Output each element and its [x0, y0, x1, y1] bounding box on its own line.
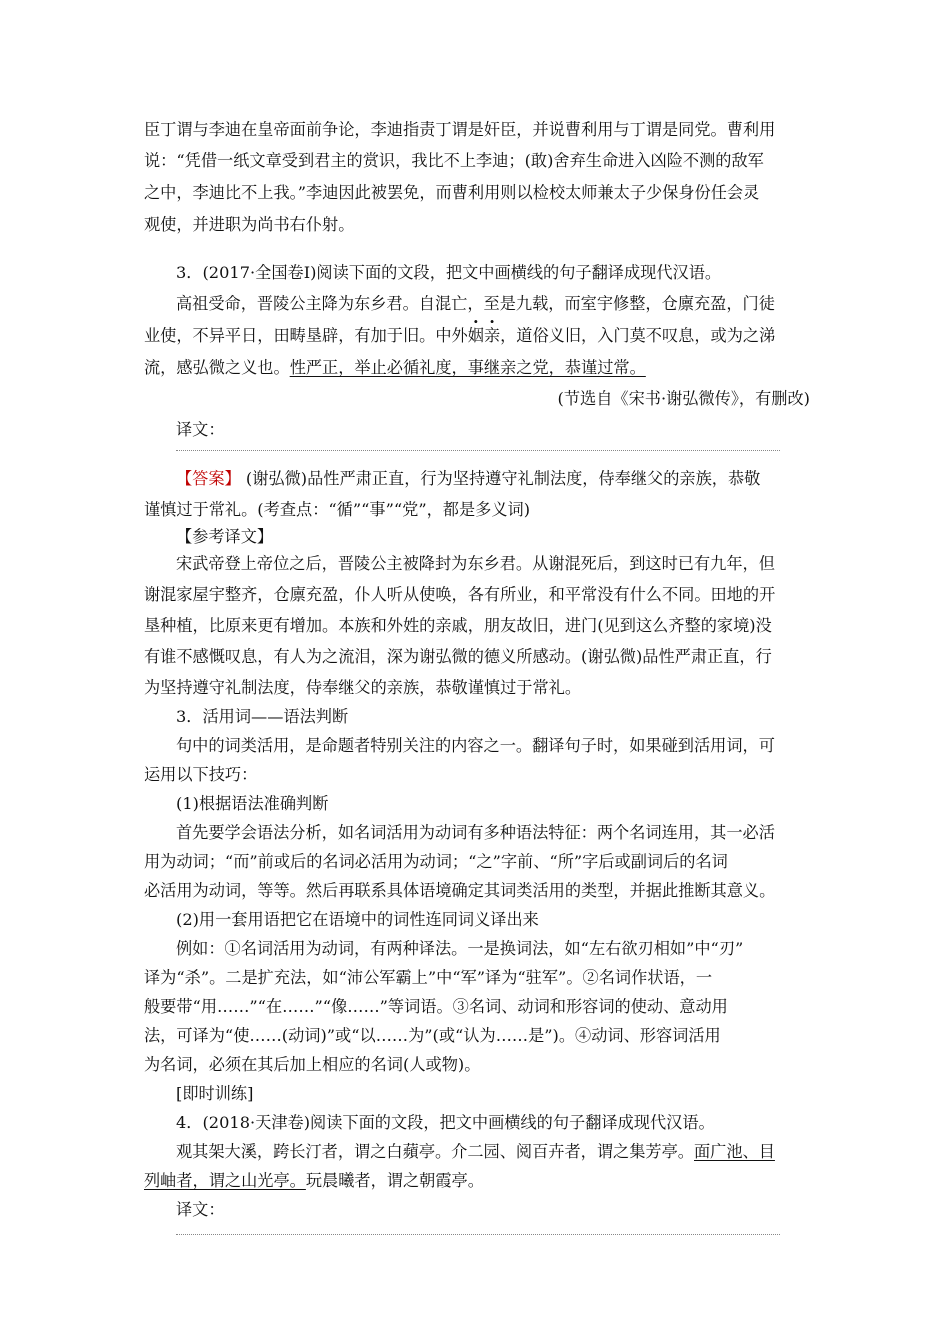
q3-passage-text: 业使，不异平日，田畴垦辟，有加于旧。中外: [144, 326, 468, 345]
q4-passage-line-2: [144, 1171, 484, 1191]
section-para-line-1: 句中的词类活用，是命题者特别关注的内容之一。翻译句子时，如果碰到活用词，可: [176, 736, 775, 755]
underlined-sentence: 性严正，举止必循礼度，事继亲之党，恭谨过常。: [289, 358, 646, 377]
section-para-line-2: 运用以下技巧：: [144, 765, 258, 784]
intro-line-1: 臣丁谓与李迪在皇帝面前争论，李迪指责丁谓是奸臣，并说曹利用与丁谓是同党。曹利用: [144, 120, 776, 139]
underlined-sentence: 列岫者，谓之山光亭。: [144, 1171, 306, 1190]
q3-passage-text: 流，感弘微之义也。: [144, 358, 290, 377]
practice-label: [即时训练]: [176, 1084, 254, 1103]
emphasis-dot-char: 亲: [483, 326, 501, 345]
reference-line-5: 为坚持遵守礼制法度，侍奉继父的亲族，恭敬谨慎过于常礼。: [144, 678, 582, 697]
subsection-1-line-1: 首先要学会语法分析，如名词活用为动词有多种语法特征：两个名词连用，其一必活: [176, 823, 775, 842]
q4-passage-text: 亭。介二园、阅百卉者，谓之集芳亭。: [418, 1142, 694, 1161]
answer-blank-line: [176, 450, 780, 451]
q3-passage-line-3: [144, 358, 646, 378]
q4-translation-label: 译文：: [176, 1200, 225, 1219]
reference-line-1: 宋武帝登上帝位之后，晋陵公主被降封为东乡君。从谢混死后，到这时已有九年，但: [176, 554, 775, 573]
subsection-2-line-2: 译为“杀”。二是扩充法，如“沛公军霸上”中“军”译为“驻军”。②名词作状语，一: [144, 968, 713, 987]
reference-translation-label: 【参考译文】: [176, 527, 274, 546]
q3-source: (节选自《宋书·谢弘微传》，有删改): [557, 389, 810, 408]
q4-passage-text: 玩晨曦者，谓之朝霞亭。: [305, 1171, 484, 1190]
intro-line-4: 观使，并进职为尚书右仆射。: [144, 215, 355, 234]
q4-passage-text: 观其架大溪，跨长汀者，谓之白: [176, 1142, 403, 1161]
q3-passage-line-2: [144, 326, 775, 346]
answer-tag: 【答案】: [176, 469, 241, 488]
q3-passage-line-1: 高祖受命，晋陵公主降为东乡君。自混亡，至是九载，而室宇修整，仓廪充盈，门徒: [176, 294, 775, 313]
subsection-2-line-5: 为名词，必须在其后加上相应的名词(人或物)。: [144, 1055, 481, 1074]
subsection-2-line-3: 般要带“用……”“在……”“像……”等词语。③名词、动词和形容词的使动、意动用: [144, 997, 728, 1016]
answer-text: (谢弘微)品性严肃正直，行为坚持遵守礼制法度，侍奉继父的亲族，恭敬: [240, 469, 761, 488]
subsection-1-line-2: 用为动词；“而”前或后的名词必活用为动词；“之”字前、“所”字后或副词后的名词: [144, 852, 728, 871]
emphasis-dot-char: 姻: [467, 326, 484, 345]
q3-heading: 3．(2017·全国卷Ⅰ)阅读下面的文段，把文中画横线的句子翻译成现代汉语。: [176, 263, 722, 282]
answer-line-1: [144, 469, 760, 489]
q4-heading: 4．(2018·天津卷)阅读下面的文段，把文中画横线的句子翻译成现代汉语。: [176, 1113, 715, 1132]
answer-line-2: 谨慎过于常礼。(考查点：“循”“事”“党”，都是多义词): [144, 500, 531, 519]
q3-passage-text: ，道俗义旧，入门莫不叹息，或为之涕: [500, 326, 776, 345]
subsection-1-title: (1)根据语法准确判断: [176, 794, 329, 813]
rare-character: 蘋: [402, 1142, 419, 1161]
intro-line-2: 说：“凭借一纸文章受到君主的赏识，我比不上李迪；(敢)舍弃生命进入凶险不测的敌军: [144, 151, 764, 170]
q3-translation-label: 译文：: [176, 420, 225, 439]
q4-passage-line-1: [144, 1142, 775, 1162]
reference-line-4: 有谁不感慨叹息，有人为之流泪，深为谢弘微的德义所感动。(谢弘微)品性严肃正直，行: [144, 647, 772, 666]
subsection-2-title: (2)用一套用语把它在语境中的词性连同词义译出来: [176, 910, 539, 929]
reference-line-3: 垦种植，比原来更有增加。本族和外姓的亲戚，朋友故旧，进门(见到这么齐整的家境)没: [144, 616, 772, 635]
subsection-2-line-4: 法，可译为“使……(动词)”或“以……为”(或“认为……是”)。④动词、形容词活用: [144, 1026, 721, 1045]
intro-line-3: 之中，李迪比不上我。”李迪因此被罢免，而曹利用则以检校太师兼太子少保身份任会灵: [144, 183, 760, 202]
answer-blank-line: [176, 1234, 780, 1235]
subsection-1-line-3: 必活用为动词，等等。然后再联系具体语境确定其词类活用的类型，并据此推断其意义。: [144, 881, 776, 900]
reference-line-2: 谢混家屋宇整齐，仓廪充盈，仆人听从使唤，各有所业，和平常没有什么不同。田地的开: [144, 585, 776, 604]
subsection-2-line-1: 例如：①名词活用为动词，有两种译法。一是换词法，如“左右欲刃相如”中“刃”: [176, 939, 744, 958]
section-title: 3．活用词——语法判断: [176, 707, 349, 726]
underlined-sentence: 面广池、目: [694, 1142, 775, 1161]
